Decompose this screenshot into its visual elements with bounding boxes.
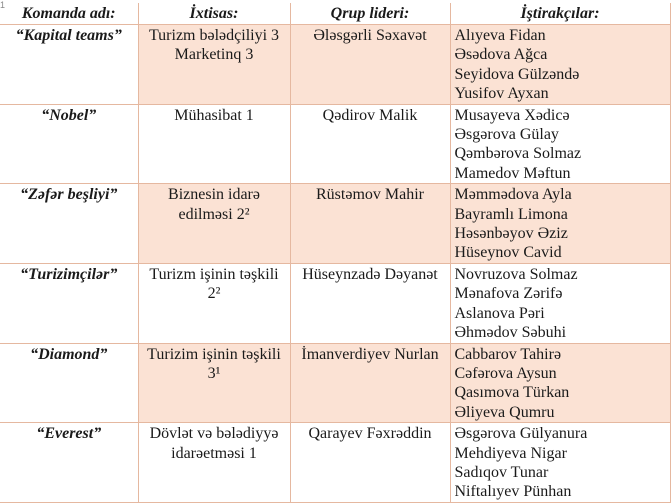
member-name: Yusifov Ayxan	[454, 85, 549, 103]
member-name: Seyidova Gülzəndə	[454, 65, 580, 83]
member-name: Hüseynov Cavid	[454, 244, 562, 262]
table-row	[0, 263, 670, 343]
team-members	[450, 423, 670, 503]
header-members: İştirakçılar:	[450, 3, 670, 25]
member-name: Niftalıyev Pünhan	[454, 483, 572, 501]
table-row	[0, 184, 670, 264]
member-name: Aslanova Pəri	[454, 304, 545, 322]
team-leader: Ələsgərli Səxavət	[290, 25, 450, 105]
team-leader: Rüstəmov Mahir	[290, 184, 450, 264]
team-members	[450, 263, 670, 343]
team-name: “Kapital teams”	[0, 25, 138, 105]
member-name: Əhmədov Səbuhi	[454, 324, 567, 342]
team-members	[450, 104, 670, 184]
member-name: Cabbarov Tahirə	[454, 345, 562, 363]
member-name: Qasımova Türkan	[454, 384, 570, 402]
team-members	[450, 184, 670, 264]
team-name: “Everest”	[0, 423, 138, 503]
member-name: Əsgərova Gülay	[454, 126, 559, 144]
header-team: Komanda adı:	[0, 3, 138, 25]
member-name: Qəmbərova Solmaz	[454, 145, 582, 163]
team-name: “Turizimçilər”	[0, 263, 138, 343]
member-name: Mehdiyeva Nigar	[454, 444, 567, 462]
team-members	[450, 343, 670, 423]
member-name: Cəfərova Aysun	[454, 364, 557, 382]
team-name: “Diamond”	[0, 343, 138, 423]
member-name: Alıyeva Fidan	[454, 27, 546, 44]
member-name: Həsənbəyov Əziz	[454, 225, 568, 243]
member-name: Məmmədova Ayla	[454, 186, 572, 204]
header-leader: Qrup lideri:	[290, 3, 450, 25]
member-name: Sadıqov Tunar	[454, 463, 549, 481]
member-name: Əliyeva Qumru	[454, 403, 555, 421]
team-leader: İmanverdiyev Nurlan	[290, 343, 450, 423]
table-row	[0, 423, 670, 503]
team-name: “Nobel”	[0, 104, 138, 184]
team-specialty: Turizm işinin təşkili 2²	[138, 263, 290, 343]
team-specialty: Dövlət və bələdiyyə idarəetməsi 1	[138, 423, 290, 503]
team-specialty: Turizm bələdçiliyi 3 Marketinq 3	[138, 25, 290, 105]
member-name: Əsədova Ağca	[454, 46, 548, 64]
team-specialty: Biznesin idarə edilməsi 2²	[138, 184, 290, 264]
team-leader: Qarayev Fəxrəddin	[290, 423, 450, 503]
header-row	[0, 3, 670, 25]
table-row	[0, 25, 670, 105]
team-members	[450, 25, 670, 105]
member-name: Mamedov Məftun	[454, 164, 571, 182]
team-leader: Qədirov Malik	[290, 104, 450, 184]
header-specialty: İxtisas:	[138, 3, 290, 25]
corner-mark: 1	[0, 0, 6, 10]
member-name: Əsgərova Gülyanura	[454, 425, 588, 443]
team-name: “Zəfər beşliyi”	[0, 184, 138, 264]
member-name: Bayramlı Limona	[454, 205, 568, 223]
teams-table	[0, 3, 671, 503]
table-row	[0, 104, 670, 184]
team-specialty: Turizim işinin təşkili 3¹	[138, 343, 290, 423]
team-specialty: Mühasibat 1	[138, 104, 290, 184]
member-name: Musayeva Xədicə	[454, 106, 570, 124]
table-row	[0, 343, 670, 423]
member-name: Mənafova Zərifə	[454, 285, 563, 303]
team-leader: Hüseynzadə Dəyanət	[290, 263, 450, 343]
member-name: Novruzova Solmaz	[454, 265, 578, 283]
